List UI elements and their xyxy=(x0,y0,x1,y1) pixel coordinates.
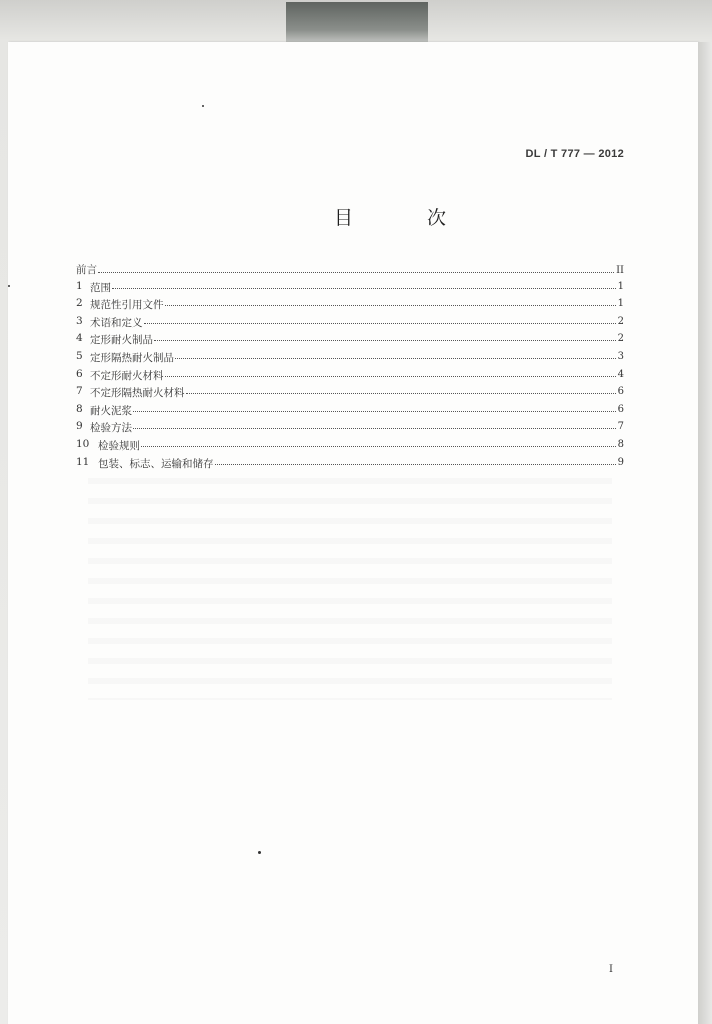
toc-entry-10[interactable] xyxy=(76,438,624,456)
toc-entry-label: 范围 xyxy=(90,281,111,294)
scan-speck xyxy=(202,105,204,107)
toc-entry-label: 术语和定义 xyxy=(90,316,143,329)
scanner-lid-tab xyxy=(286,2,428,42)
dot-leader xyxy=(175,357,616,359)
toc-entry-number: 9 xyxy=(76,420,83,433)
toc-entry-page: II xyxy=(616,265,624,276)
dot-leader xyxy=(165,375,616,377)
dot-leader xyxy=(215,463,616,465)
dot-leader xyxy=(141,445,616,447)
toc-entry-4[interactable] xyxy=(76,332,624,350)
toc-entry-page: 2 xyxy=(617,315,624,327)
dot-leader xyxy=(133,410,616,412)
scan-speck xyxy=(8,285,10,287)
toc-entry-page: 9 xyxy=(617,456,624,468)
scan-speck xyxy=(258,851,261,854)
standard-code: DL / T 777 — 2012 xyxy=(525,148,624,160)
toc-entry-label: 检验规则 xyxy=(98,439,140,452)
toc-entry-label: 前言 xyxy=(76,264,97,276)
toc-entry-7[interactable] xyxy=(76,385,624,403)
toc-entry-number: 3 xyxy=(76,314,83,327)
toc-entry-page: 1 xyxy=(617,298,624,310)
toc-entry-number: 6 xyxy=(76,367,83,380)
table-of-contents xyxy=(76,262,624,473)
toc-entry-label: 不定形隔热耐火材料 xyxy=(90,387,185,400)
toc-entry-number: 2 xyxy=(76,297,83,310)
dot-leader xyxy=(98,271,614,273)
toc-entry-number: 10 xyxy=(76,437,90,450)
toc-entry-6[interactable] xyxy=(76,368,624,386)
toc-entry-label: 包装、标志、运输和储存 xyxy=(98,457,214,470)
toc-entry-9[interactable] xyxy=(76,420,624,438)
toc-entry-page: 1 xyxy=(617,280,624,292)
toc-entry-number: 7 xyxy=(76,385,83,398)
toc-entry-11[interactable] xyxy=(76,456,624,474)
bleed-through-shadow xyxy=(88,478,612,700)
page-title: 目 次 xyxy=(334,207,481,229)
toc-entry-page: 6 xyxy=(617,403,624,415)
toc-entry-page: 6 xyxy=(617,386,624,398)
toc-entry-page: 3 xyxy=(617,350,624,362)
toc-entry-3[interactable] xyxy=(76,315,624,333)
toc-entry-label: 定形隔热耐火制品 xyxy=(90,351,174,364)
toc-entry-label: 定形耐火制品 xyxy=(90,334,153,347)
toc-entry-number: 5 xyxy=(76,349,83,362)
page-edge xyxy=(698,42,712,1024)
toc-entry-number: 8 xyxy=(76,402,83,415)
toc-entry-2[interactable] xyxy=(76,297,624,315)
dot-leader xyxy=(144,322,616,324)
toc-entry-page: 2 xyxy=(617,333,624,345)
toc-entry-number: 4 xyxy=(76,332,83,345)
toc-entry-1[interactable] xyxy=(76,280,624,298)
toc-entry-label: 耐火泥浆 xyxy=(90,404,132,417)
toc-entry-label: 检验方法 xyxy=(90,422,132,435)
toc-entry-foreword[interactable] xyxy=(76,262,624,280)
dot-leader xyxy=(186,392,616,394)
page-number: I xyxy=(609,964,613,975)
dot-leader xyxy=(154,339,616,341)
toc-entry-8[interactable] xyxy=(76,403,624,421)
toc-entry-page: 7 xyxy=(617,421,624,433)
dot-leader xyxy=(165,304,616,306)
dot-leader xyxy=(133,427,616,429)
toc-entry-number: 11 xyxy=(76,455,90,468)
toc-entry-page: 4 xyxy=(617,368,624,380)
toc-entry-page: 8 xyxy=(617,438,624,450)
dot-leader xyxy=(112,287,616,289)
toc-entry-label: 规范性引用文件 xyxy=(90,299,164,312)
toc-entry-number: 1 xyxy=(76,279,83,292)
toc-entry-label: 不定形耐火材料 xyxy=(90,369,164,382)
toc-entry-5[interactable] xyxy=(76,350,624,368)
